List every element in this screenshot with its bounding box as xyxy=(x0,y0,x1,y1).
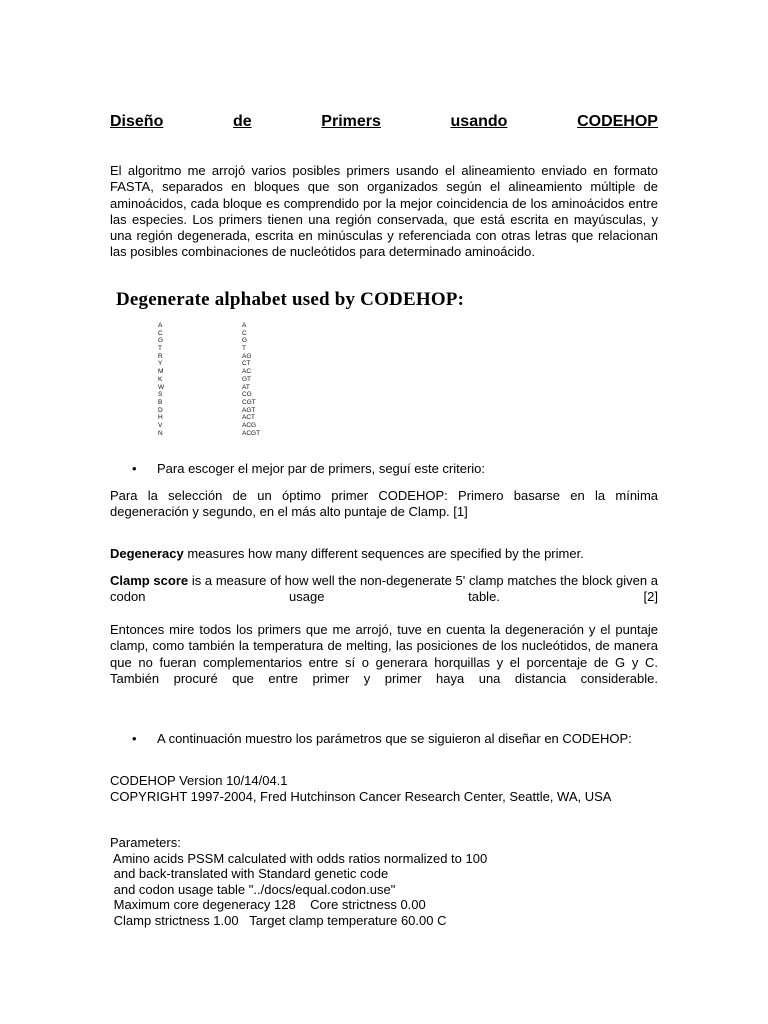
intro-paragraph: El algoritmo me arrojó varios posibles primers usando el alineamiento enviado en formato FASTA, separados en bloques que son organizados según el alineamiento múltiple de aminoácidos, cada bloque es comprendido por la mejor coincidencia de los aminoácidos entre las especies. Los primers tienen una región conservada, que está escrita en mayúsculas, y una región degenerada, escrita en minúsculas y referenciada con otras letras que relacionan las posibles combinaciones de nucleótidos para determinado aminoácido. xyxy=(110,163,658,260)
alphabet-cell: G xyxy=(158,337,164,345)
alphabet-cell: S xyxy=(158,391,163,399)
bullet-icon: • xyxy=(132,461,137,476)
alphabet-bases-column xyxy=(242,322,260,437)
alphabet-cell: D xyxy=(158,406,163,414)
entonces-paragraph: Entonces mire todos los primers que me arrojó, tuve en cuenta la degeneración y el puntaje clamp, como también la temperatura de melting, las posiciones de los nucleótidos, de manera que no fueran complementarios entre sí o generara horquillas y el porcentaje de G y C. También procuré que entre primer y primer haya una distancia considerable. xyxy=(110,622,658,686)
parameters-heading: Parameters: xyxy=(110,835,181,850)
alphabet-cell: ACGT xyxy=(242,429,261,437)
alphabet-cell: T xyxy=(158,345,162,353)
title-word: Primers xyxy=(321,113,381,130)
alphabet-cell: CGT xyxy=(242,398,256,406)
clamp-term: Clamp score xyxy=(110,573,189,588)
clamp-paragraph xyxy=(110,573,658,606)
alphabet-cell: N xyxy=(158,429,163,437)
copyright-text: COPYRIGHT 1997-2004, Fred Hutchinson Cancer Research Center, Seattle, WA, USA xyxy=(110,789,612,804)
alphabet-cell: ACG xyxy=(242,421,257,429)
codehop-version: CODEHOP Version 10/14/04.1 xyxy=(110,773,288,788)
alphabet-cell: CG xyxy=(242,391,252,399)
alphabet-cell: CT xyxy=(242,360,251,368)
alphabet-cell: B xyxy=(158,398,163,406)
parameter-line: Maximum core degeneracy 128 Core strictness 0.00 xyxy=(110,897,426,912)
title-word: Diseño xyxy=(110,113,164,130)
alphabet-cell: A xyxy=(158,322,163,329)
alphabet-cell: A xyxy=(242,322,247,329)
alphabet-cell: R xyxy=(158,352,163,360)
alphabet-cell: M xyxy=(158,368,164,376)
page-title xyxy=(110,113,658,131)
alphabet-cell: G xyxy=(242,337,248,345)
parameter-line: and codon usage table "../docs/equal.codon.use" xyxy=(110,881,396,897)
bullet-text: Para escoger el mejor par de primers, seguí este criterio: xyxy=(157,461,486,476)
degeneracy-term: Degeneracy xyxy=(110,546,184,561)
clamp-text: is a measure of how well the non-degenerate 5' clamp matches the block given a codon usage table. [2] xyxy=(110,573,658,605)
alphabet-cell: AT xyxy=(242,383,250,391)
alphabet-cell: Y xyxy=(158,360,163,368)
parameters-block xyxy=(110,835,658,928)
alphabet-cell: AC xyxy=(242,368,252,376)
alphabet-cell: AG xyxy=(242,352,252,360)
title-word: CODEHOP xyxy=(577,113,658,130)
alphabet-cell: V xyxy=(158,421,163,429)
alphabet-cell: C xyxy=(242,329,247,337)
alphabet-cell: ACT xyxy=(242,414,255,422)
alphabet-cell: H xyxy=(158,414,163,422)
alphabet-cell: W xyxy=(158,383,165,391)
bullet-text: A continuación muestro los parámetros que se siguieron al diseñar en CODEHOP: xyxy=(157,731,632,746)
alphabet-codes-column xyxy=(158,322,164,437)
alphabet-cell: GT xyxy=(242,375,252,383)
selection-paragraph: Para la selección de un óptimo primer CODEHOP: Primero basarse en la mínima degeneración y segundo, en el más alto puntaje de Clamp. [1] xyxy=(110,488,658,520)
alphabet-cell: K xyxy=(158,375,163,383)
alphabet-cell: T xyxy=(242,345,246,353)
bullet-icon: • xyxy=(132,731,137,746)
alphabet-cell: AGT xyxy=(242,406,256,414)
parameter-line: and back-translated with Standard genetic code xyxy=(110,866,389,881)
title-word: de xyxy=(232,113,252,130)
alphabet-cell: C xyxy=(158,329,163,337)
title-word: usando xyxy=(450,113,508,130)
degeneracy-text: measures how many different sequences are specified by the primer. xyxy=(183,546,584,561)
degenerate-alphabet-title: Degenerate alphabet used by CODEHOP: xyxy=(116,289,465,310)
parameter-line: Amino acids PSSM calculated with odds ratios normalized to 100 xyxy=(110,850,488,866)
degeneracy-paragraph xyxy=(110,546,658,562)
parameter-line: Clamp strictness 1.00 Target clamp temperature 60.00 C xyxy=(110,912,447,928)
